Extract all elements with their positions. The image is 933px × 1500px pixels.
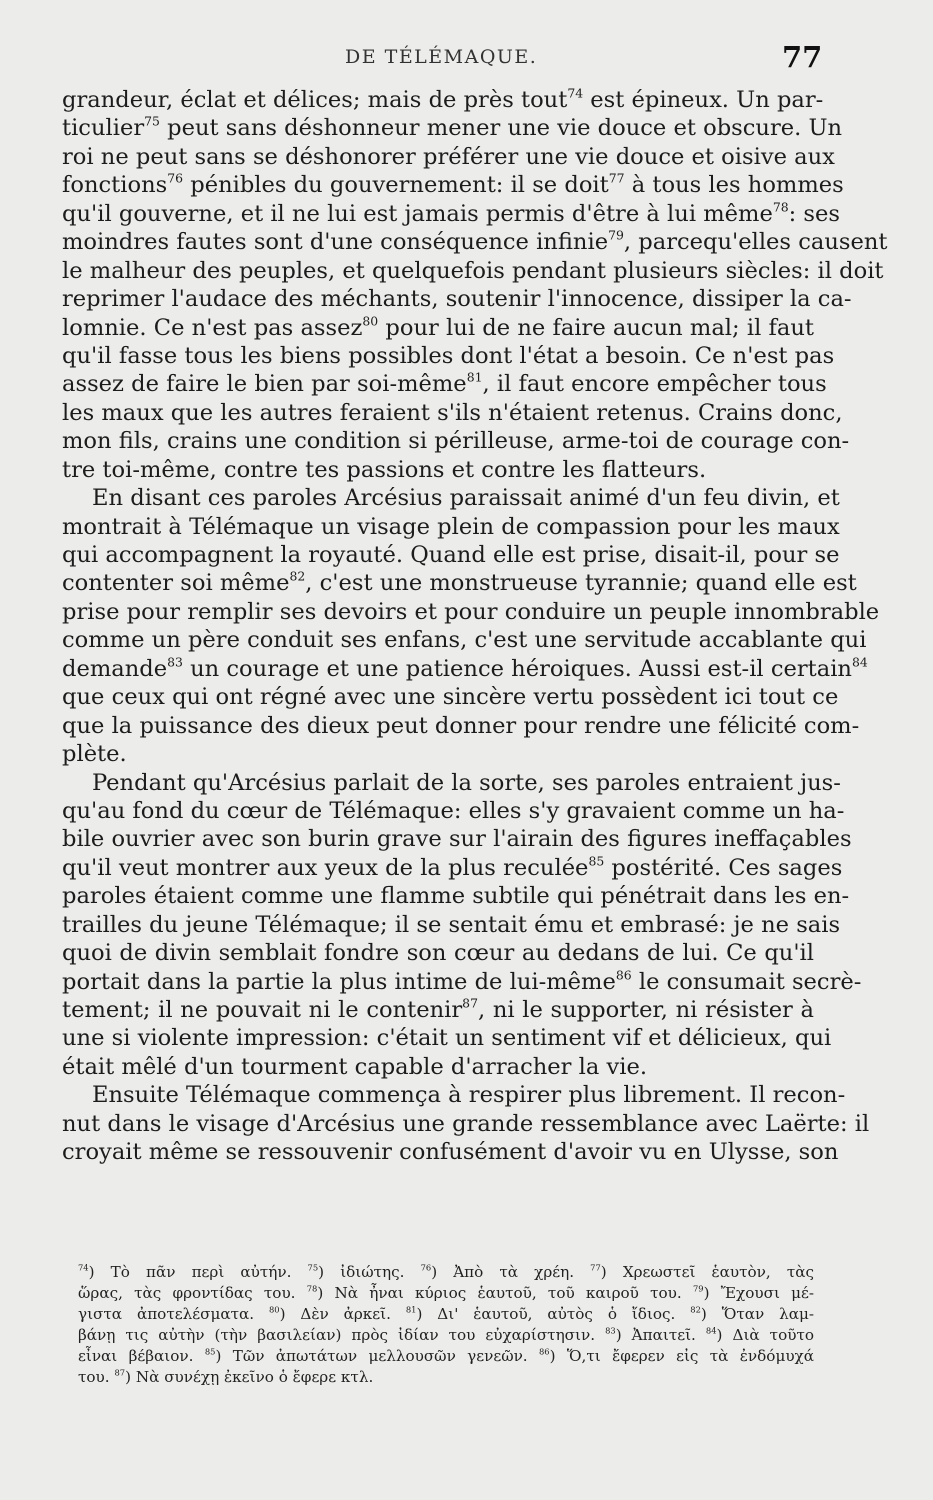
text-segment: prise pour remplir ses devoirs et pour conduire un peuple innombrable bbox=[62, 598, 880, 625]
main-text bbox=[62, 85, 888, 1167]
text-segment: En disant ces paroles Arcésius paraissait animé d'un feu divin, et bbox=[92, 485, 840, 512]
note-marker: 86 bbox=[539, 1346, 550, 1357]
text-line bbox=[62, 114, 843, 142]
note-marker: 81 bbox=[405, 1304, 417, 1315]
note-marker: 83 bbox=[605, 1325, 616, 1336]
text-segment: ) Ὅταν λαμ- bbox=[700, 1305, 814, 1323]
text-segment: , c'est une monstrueuse tyrannie; quand elle est bbox=[305, 570, 857, 597]
text-line bbox=[62, 370, 827, 398]
text-segment: , parcequ'elles causent bbox=[623, 229, 888, 256]
text-segment: tement; il ne pouvait ni le contenir bbox=[62, 997, 463, 1023]
text-line bbox=[62, 911, 841, 939]
text-segment: quoi de divin semblait fondre son cœur au dedans de lui. Ce qu'il bbox=[62, 940, 814, 967]
note-marker: 77 bbox=[590, 1262, 601, 1273]
text-line bbox=[62, 541, 840, 569]
text-segment: qu'au fond du cœur de Télémaque: elles s'y gravaient comme un ha- bbox=[62, 797, 845, 824]
note-marker: 81 bbox=[466, 370, 483, 386]
text-segment: βάνῃ τις αὐτὴν (τὴν βασιλείαν) πρὸς ἰδίαν του εὐχαρίστησιν. bbox=[78, 1326, 606, 1344]
text-segment: croyait même se ressouvenir confusément d'avoir vu en Ulysse, son bbox=[62, 1139, 839, 1166]
note-marker: 80 bbox=[268, 1304, 280, 1315]
text-segment: nut dans le visage d'Arcésius une grande ressemblance avec Laërte: il bbox=[62, 1110, 870, 1137]
text-segment: reprimer l'audace des méchants, soutenir l'innocence, dissiper la ca- bbox=[62, 286, 852, 313]
text-segment: que la puissance des dieux peut donner pour rendre une félicité com- bbox=[62, 712, 860, 739]
text-segment: , ni le supporter, ni résister à bbox=[477, 997, 814, 1023]
page-number: 77 bbox=[782, 40, 823, 74]
text-segment: roi ne peut sans se déshonorer préférer une vie douce et oisive aux bbox=[62, 143, 835, 170]
text-line bbox=[62, 1110, 870, 1138]
text-line bbox=[62, 939, 814, 967]
text-segment: fonctions bbox=[62, 172, 168, 199]
text-line bbox=[62, 797, 845, 825]
text-line bbox=[62, 314, 814, 342]
text-line bbox=[62, 513, 840, 541]
text-line bbox=[62, 484, 840, 512]
text-segment: ) Διὰ τοῦτο bbox=[716, 1326, 814, 1344]
text-segment: demande bbox=[62, 655, 168, 682]
note-marker: 82 bbox=[289, 569, 306, 585]
text-line bbox=[62, 399, 843, 427]
note-marker: 78 bbox=[772, 199, 789, 215]
text-segment: postérité. Ces sages bbox=[604, 854, 843, 881]
text-line bbox=[62, 598, 880, 626]
text-segment: Pendant qu'Arcésius parlait de la sorte, ses paroles entraient jus- bbox=[92, 769, 841, 796]
footnote-line bbox=[78, 1283, 814, 1304]
footnote-line bbox=[78, 1325, 814, 1346]
text-segment: : ses bbox=[788, 200, 840, 227]
text-segment: qu'il gouverne, et il ne lui est jamais permis d'être à lui même bbox=[62, 200, 773, 227]
text-segment: εἶναι βέβαιον. bbox=[78, 1347, 205, 1365]
text-line bbox=[62, 569, 857, 597]
text-line bbox=[62, 967, 862, 996]
text-line bbox=[62, 712, 860, 740]
text-segment: ) Νὰ συνέχῃ ἐκεῖνο ὁ ἔφερε κτλ. bbox=[125, 1368, 374, 1386]
note-marker: 76 bbox=[420, 1262, 432, 1273]
text-segment: ) Ὅ,τι ἔφερεν εἰς τὰ ἐνδόμυχά bbox=[549, 1347, 815, 1365]
text-segment: le consumait secrè- bbox=[631, 968, 862, 995]
text-segment: Ensuite Télémaque commença à respirer plus librement. Il recon- bbox=[92, 1082, 846, 1109]
text-line bbox=[62, 825, 852, 853]
text-segment: que ceux qui ont régné avec une sincère vertu possèdent ici tout ce bbox=[62, 684, 839, 711]
text-line bbox=[62, 85, 824, 114]
text-line bbox=[62, 199, 840, 228]
footnote-line bbox=[78, 1346, 814, 1367]
text-segment: paroles étaient comme une flamme subtile qui pénétrait dans les en- bbox=[62, 883, 850, 910]
text-line bbox=[62, 683, 839, 711]
text-line bbox=[62, 227, 888, 256]
note-marker: 85 bbox=[204, 1346, 216, 1357]
text-segment: ) Ἀπαιτεῖ. bbox=[615, 1326, 706, 1344]
footnote-line bbox=[78, 1304, 814, 1325]
text-segment: plète. bbox=[62, 741, 127, 768]
text-segment: un courage et une patience héroiques. Aussi est-il certain bbox=[182, 655, 852, 682]
note-marker: 79 bbox=[692, 1283, 704, 1294]
text-line bbox=[62, 1081, 846, 1109]
text-segment: pénibles du gouvernement: il se doit bbox=[183, 172, 609, 199]
note-marker: 75 bbox=[144, 114, 160, 130]
text-segment: comme un père conduit ses enfans, c'est une servitude accablante qui bbox=[62, 627, 867, 654]
text-segment: moindres fautes sont d'une conséquence infinie bbox=[62, 229, 609, 256]
text-segment: bile ouvrier avec son burin grave sur l'airain des figures ineffaçables bbox=[62, 826, 852, 853]
note-marker: 87 bbox=[114, 1367, 126, 1378]
note-marker: 77 bbox=[608, 171, 625, 186]
text-segment: tre toi-même, contre tes passions et contre les flatteurs. bbox=[62, 456, 707, 483]
running-title: DE TÉLÉMAQUE. bbox=[345, 46, 538, 68]
text-segment: était mêlé d'un tourment capable d'arracher la vie. bbox=[62, 1053, 648, 1080]
text-line bbox=[62, 285, 852, 313]
text-line bbox=[62, 882, 850, 910]
text-line bbox=[62, 626, 867, 654]
note-marker: 87 bbox=[462, 995, 478, 1011]
text-segment: ) ἰδιώτης. bbox=[318, 1263, 421, 1281]
text-segment: ) Δὲν ἀρκεῖ. bbox=[279, 1305, 406, 1323]
text-line bbox=[62, 456, 814, 484]
text-segment: ) Νὰ ἦναι κύριος ἑαυτοῦ, τοῦ καιροῦ του. bbox=[317, 1284, 693, 1302]
text-line bbox=[62, 342, 835, 370]
text-segment: qu'il veut montrer aux yeux de la plus reculée bbox=[62, 854, 589, 881]
text-segment: montrait à Télémaque un visage plein de compassion pour les maux bbox=[62, 513, 840, 540]
note-marker: 86 bbox=[615, 967, 632, 983]
text-segment: une si violente impression: c'était un sentiment vif et délicieux, qui bbox=[62, 1025, 832, 1052]
text-segment: trailles du jeune Télémaque; il se sentait ému et embrasé: je ne sais bbox=[62, 911, 841, 938]
text-segment: assez de faire le bien par soi-même bbox=[62, 371, 467, 398]
text-segment: peut sans déshonneur mener une vie douce et obscure. Un bbox=[159, 115, 843, 142]
text-segment: qu'il fasse tous les biens possibles dont l'état a besoin. Ce n'est pas bbox=[62, 342, 835, 369]
text-segment: γιστα ἀποτελέσματα. bbox=[78, 1305, 269, 1323]
text-segment: ὥρας, τὰς φροντίδας του. bbox=[78, 1284, 307, 1302]
text-line bbox=[62, 740, 814, 768]
text-segment: les maux que les autres feraient s'ils n'étaient retenus. Crains donc, bbox=[62, 399, 843, 426]
text-line bbox=[62, 996, 814, 1024]
note-marker: 74 bbox=[567, 85, 584, 101]
text-line bbox=[62, 1053, 814, 1081]
footnote-line bbox=[78, 1262, 814, 1283]
text-segment: le malheur des peuples, et quelquefois pendant plusieurs siècles: il doit bbox=[62, 257, 884, 284]
text-line bbox=[62, 654, 868, 683]
note-marker: 75 bbox=[307, 1262, 319, 1273]
note-marker: 83 bbox=[167, 654, 183, 670]
note-marker: 76 bbox=[167, 171, 184, 186]
note-marker: 74 bbox=[78, 1262, 89, 1273]
text-segment: ) Τῶν ἀπωτάτων μελλουσῶν γενεῶν. bbox=[215, 1347, 539, 1365]
note-marker: 84 bbox=[851, 654, 868, 670]
text-segment: ) Ἀπὸ τὰ χρέη. bbox=[431, 1263, 591, 1281]
text-segment: ) Τὸ πᾶν περὶ αὐτήν. bbox=[88, 1263, 308, 1281]
text-line bbox=[62, 143, 835, 171]
note-marker: 79 bbox=[608, 227, 624, 243]
text-line bbox=[62, 853, 843, 882]
footnote-line bbox=[78, 1367, 814, 1388]
text-line bbox=[62, 769, 841, 797]
text-segment: est épineux. Un par- bbox=[583, 87, 824, 113]
note-marker: 84 bbox=[705, 1325, 717, 1336]
note-marker: 82 bbox=[690, 1304, 701, 1315]
text-segment: lomnie. Ce n'est pas assez bbox=[62, 314, 363, 341]
text-segment: , il faut encore empêcher tous bbox=[482, 371, 827, 398]
text-line bbox=[62, 171, 844, 199]
text-segment: à tous les hommes bbox=[624, 172, 844, 199]
note-marker: 80 bbox=[362, 313, 379, 329]
text-segment: pour lui de ne faire aucun mal; il faut bbox=[378, 314, 814, 341]
text-line bbox=[62, 427, 850, 455]
text-segment: portait dans la partie la plus intime de lui-même bbox=[62, 968, 616, 995]
text-segment: qui accompagnent la royauté. Quand elle est prise, disait-il, pour se bbox=[62, 542, 840, 568]
text-segment: ) Ἔχουσι μέ- bbox=[703, 1284, 814, 1302]
text-line bbox=[62, 257, 884, 285]
text-segment: contenter soi même bbox=[62, 570, 290, 597]
text-segment: του. bbox=[78, 1368, 115, 1386]
text-segment: mon fils, crains une condition si périlleuse, arme-toi de courage con- bbox=[62, 428, 850, 455]
text-line bbox=[62, 1024, 832, 1052]
note-marker: 78 bbox=[306, 1283, 318, 1294]
text-segment: ) Χρεωστεῖ ἑαυτὸν, τὰς bbox=[600, 1263, 814, 1281]
text-segment: ticulier bbox=[62, 115, 145, 142]
footnotes bbox=[78, 1262, 814, 1388]
text-segment: ) Δι' ἑαυτοῦ, αὐτὸς ὁ ἴδιος. bbox=[416, 1305, 691, 1323]
text-line bbox=[62, 1138, 839, 1166]
note-marker: 85 bbox=[588, 853, 605, 869]
text-segment: grandeur, éclat et délices; mais de près tout bbox=[62, 87, 568, 113]
